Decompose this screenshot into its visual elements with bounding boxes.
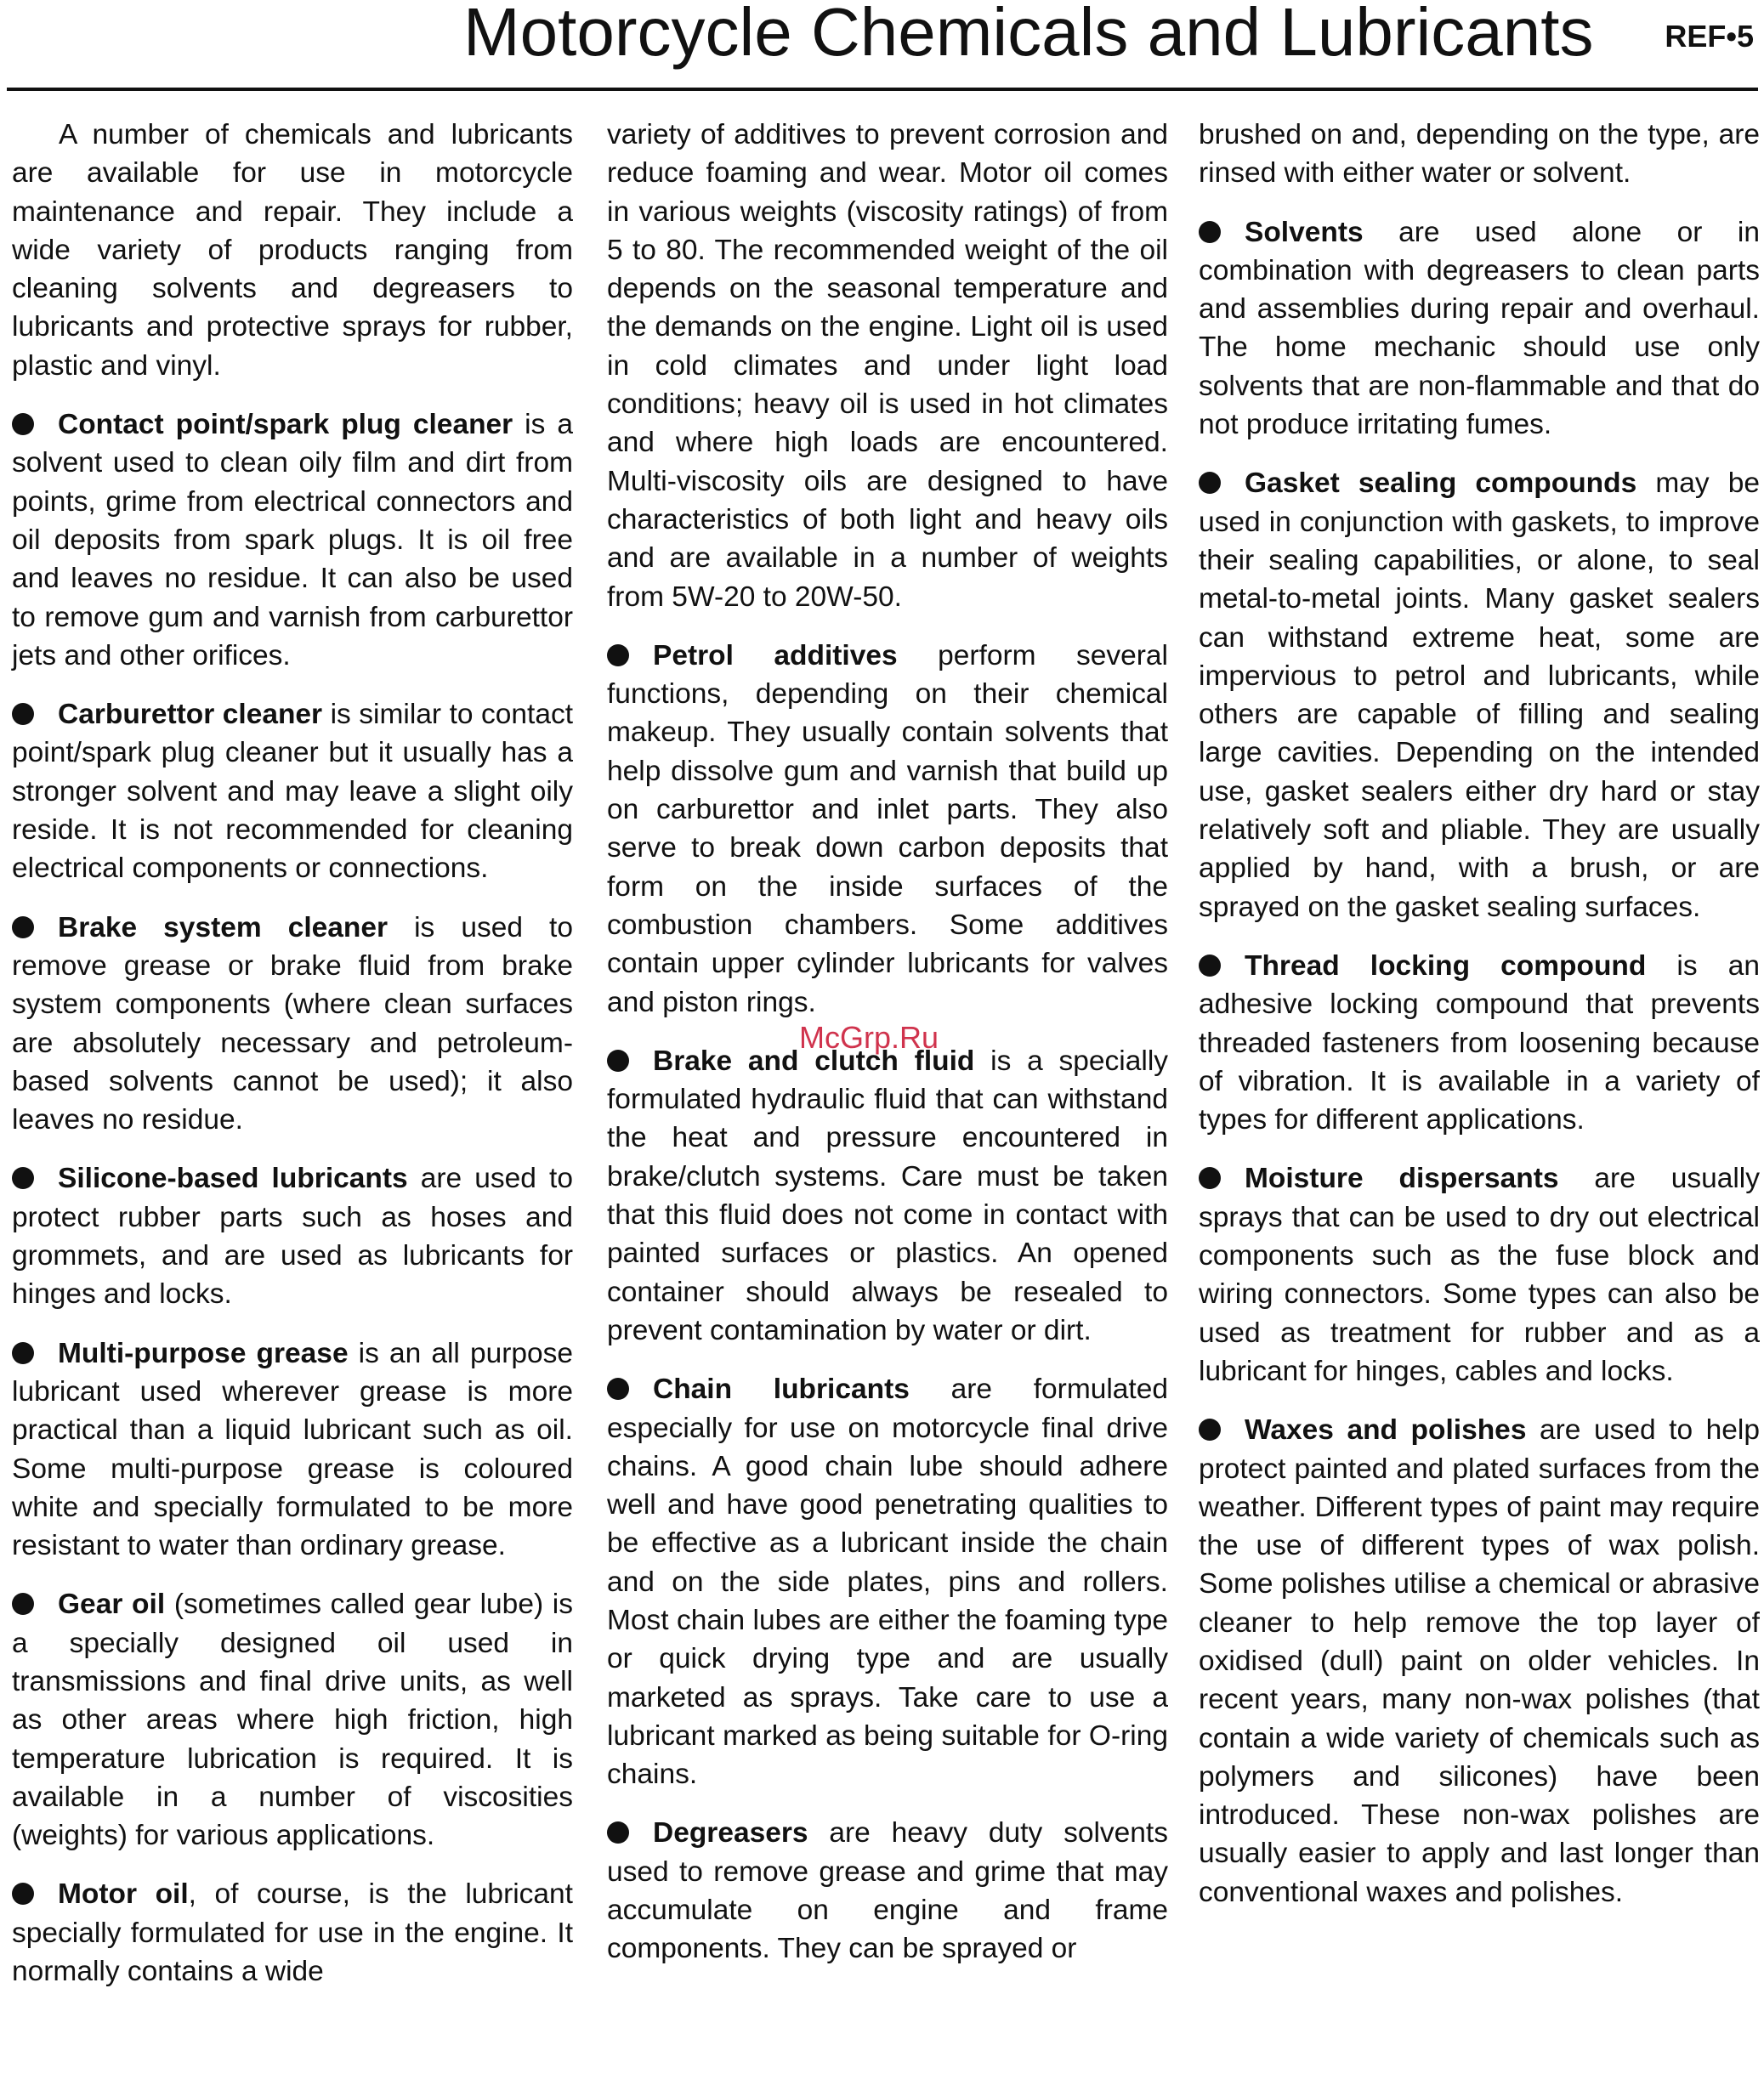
- item-text: are usually sprays that can be used to dry out electrical components such as the fuse block and wiring connectors. Some types can also be used as treatment for rubber and as a lubricant for hinges, cables and locks.: [1199, 1163, 1760, 1387]
- item-text: are used to protect rubber parts such as hoses and grommets, and are used as lubricants for hinges and locks.: [12, 1163, 573, 1311]
- item-gasket-sealing: [1199, 464, 1760, 926]
- item-term: Gasket sealing compounds: [1245, 467, 1637, 500]
- intro-paragraph: A number of chemicals and lubricants are available for use in motorcycle maintenance and repair. They include a wide variety of products ranging from cleaning solvents and degreasers to lubricants and protective sprays for rubber, plastic and vinyl.: [12, 119, 573, 382]
- item-multi-purpose-grease: [12, 1334, 573, 1566]
- item-text: are heavy duty solvents used to remove grease and grime that may accumulate on engine and frame components. They can be sprayed or: [607, 1817, 1168, 1965]
- item-term: Gear oil: [58, 1589, 166, 1621]
- page-title: Motorcycle Chemicals and Lubricants: [463, 0, 1594, 70]
- bullet-icon: [12, 413, 34, 435]
- bullet-icon: [1199, 472, 1221, 494]
- item-thread-locking: [1199, 947, 1760, 1139]
- item-text: are used alone or in combination with degreasers to clean parts and assemblies during repair and overhaul. The home mechanic should use only solvents that are non-flammable and that do not produce irritating fumes.: [1199, 216, 1760, 441]
- item-motor-oil: [12, 1875, 573, 1991]
- bullet-icon: [12, 703, 34, 725]
- item-text: are used to help protect painted and plated surfaces from the weather. Different types of paint may require the use of different types of wax polish. Some polishes utilise a chemical or abrasive cleaner to help remove the top layer of oxidised (dull) paint on older vehicles. In recent years, many non-wax polishes (that contain a wide variety of chemicals such as polymers and silicones) have been introduced. These non-wax polishes are usually easier to apply and last longer than conventional waxes and polishes.: [1199, 1414, 1760, 1908]
- item-solvents: [1199, 213, 1760, 445]
- bullet-icon: [12, 1167, 34, 1189]
- item-term: Chain lubricants: [653, 1374, 910, 1406]
- item-text: (sometimes called gear lube) is a specially designed oil used in transmissions and final drive units, as well as other areas where high friction, high temperature lubrication is required. It is available in a number of viscosities (weights) for various applications.: [12, 1589, 573, 1852]
- item-degreasers: [607, 1814, 1168, 1968]
- motor-oil-continuation: variety of additives to prevent corrosion and reduce foaming and wear. Motor oil comes in various weights (viscosity ratings) of from 5 to 80. The recommended weight of the oil depends on the seasonal temperature and the demands on the engine. Light oil is used in cold climates and under light load conditions; heavy oil is used in hot climates and where high loads are encountered. Multi-viscosity oils are designed to have characteristics of both light and heavy oils and are available in a number of weights from 5W-20 to 20W-50.: [607, 119, 1168, 613]
- bullet-icon: [12, 1593, 34, 1615]
- item-term: Solvents: [1245, 216, 1364, 248]
- item-text: may be used in conjunction with gaskets, to improve their sealing capabilities, or alone, to seal metal-to-metal joints. Many gasket sealers can withstand extreme heat, some are impervious to petrol and lubricants, while others are capable of filling and sealing large cavities. Depending on the intended use, gasket sealers either dry hard or stay relatively soft and pliable. They are usually applied by hand, with a brush, or are sprayed on the gasket sealing surfaces.: [1199, 467, 1760, 923]
- item-text: perform several functions, depending on their chemical makeup. They usually contain solvents that help dissolve gum and varnish that build up on carburettor and inlet parts. They also serve to break down carbon deposits that form on the inside surfaces of the combustion chambers. Some additives contain upper cylinder lubricants for valves and piston rings.: [607, 639, 1168, 1018]
- header-rule: [7, 88, 1758, 91]
- page-header: [0, 0, 1764, 93]
- bullet-icon: [607, 1378, 629, 1400]
- item-term: Moisture dispersants: [1245, 1163, 1559, 1195]
- item-brake-clutch-fluid: [607, 1042, 1168, 1350]
- item-term: Brake and clutch fluid: [653, 1045, 975, 1077]
- watermark: McGrp.Ru: [799, 1020, 939, 1055]
- bullet-icon: [1199, 221, 1221, 243]
- item-term: Silicone-based lubricants: [58, 1163, 408, 1195]
- item-silicone-lubricants: [12, 1159, 573, 1313]
- bullet-icon: [12, 1342, 34, 1364]
- item-term: Carburettor cleaner: [58, 699, 323, 731]
- item-term: Thread locking compound: [1245, 949, 1647, 982]
- bullet-icon: [12, 916, 34, 938]
- item-text: is an all purpose lubricant used wherever grease is more practical than a liquid lubricant such as oil. Some multi-purpose grease is coloured white and specially formulated to be more resistant to water than ordinary grease.: [12, 1337, 574, 1562]
- item-term: Petrol additives: [653, 639, 898, 671]
- bullet-icon: [607, 1821, 629, 1844]
- item-term: Waxes and polishes: [1245, 1414, 1527, 1447]
- item-text: is a specially formulated hydraulic fluid that can withstand the heat and pressure encountered in brake/clutch systems. Care must be taken that this fluid does not come in contact with painted surfaces or plastics. An opened container should always be resealed to prevent contamination by water or dirt.: [607, 1045, 1169, 1346]
- item-text: are formulated especially for use on motorcycle final drive chains. A good chain lube should adhere well and have good penetrating qualities to be effective as a lubricant inside the chain and on the side plates, pins and rollers. Most chain lubes are either the foaming type or quick drying type and are usually marketed as sprays. Take care to use a lubricant marked as being suitable for O-ring chains.: [607, 1374, 1168, 1791]
- bullet-icon: [1199, 1167, 1221, 1189]
- bullet-icon: [1199, 1419, 1221, 1441]
- bullet-icon: [607, 644, 629, 666]
- item-gear-oil: [12, 1585, 573, 1855]
- item-term: Contact point/spark plug cleaner: [58, 409, 513, 441]
- item-term: Multi-purpose grease: [58, 1337, 349, 1369]
- item-text: is used to remove grease or brake fluid from brake system components (where clean surfaces are absolutely necessary and petroleum-based solvents cannot be used); it also leaves no residue.: [12, 911, 573, 1136]
- item-text: is a solvent used to clean oily film and dirt from points, grime from electrical connectors and oil deposits from spark plugs. It is oil free and leaves no residue. It can also be used to remove gum and varnish from carburettor jets and other orifices.: [12, 409, 573, 671]
- item-text: is similar to contact point/spark plug cleaner but it usually has a stronger solvent and may leave a slight oily reside. It is not recommended for cleaning electrical components or connections.: [12, 699, 574, 885]
- column-1: [12, 116, 573, 2011]
- column-3: [1199, 116, 1760, 1932]
- item-term: Motor oil: [58, 1878, 189, 1911]
- item-moisture-dispersants: [1199, 1159, 1760, 1391]
- item-term: Degreasers: [653, 1817, 808, 1850]
- page-reference: REF•5: [1665, 19, 1754, 54]
- item-chain-lubricants: [607, 1370, 1168, 1793]
- item-petrol-additives: [607, 637, 1168, 1022]
- degreasers-continuation: brushed on and, depending on the type, are rinsed with either water or solvent.: [1199, 119, 1760, 190]
- item-brake-system-cleaner: [12, 909, 573, 1140]
- item-term: Brake system cleaner: [58, 911, 389, 943]
- item-waxes-polishes: [1199, 1411, 1760, 1912]
- bullet-icon: [607, 1050, 629, 1072]
- item-carburettor-cleaner: [12, 695, 573, 887]
- item-contact-cleaner: [12, 405, 573, 675]
- item-text: is an adhesive locking compound that prevents threaded fasteners from loosening because of vibration. It is available in a variety of types for different applications.: [1199, 949, 1760, 1136]
- bullet-icon: [1199, 955, 1221, 977]
- item-text: , of course, is the lubricant specially formulated for use in the engine. It normally contains a wide: [12, 1878, 573, 1988]
- bullet-icon: [12, 1883, 34, 1905]
